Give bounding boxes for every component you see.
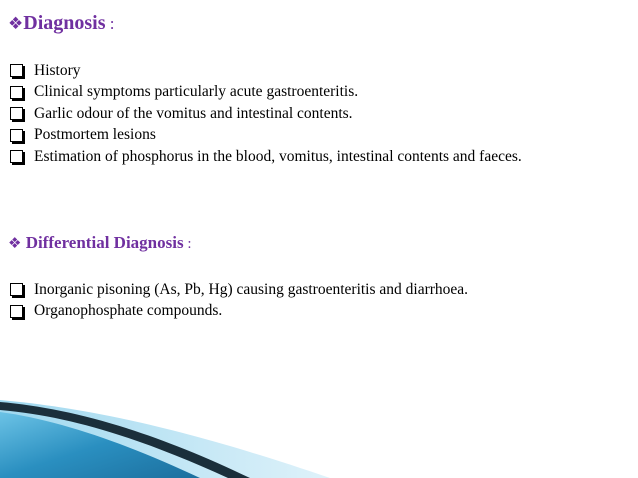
- list-item-text: History: [34, 61, 81, 79]
- wave-light-band: [0, 400, 330, 478]
- differential-diagnosis-title: Differential Diagnosis: [21, 233, 184, 252]
- list-item: [10, 60, 522, 82]
- checkbox-bullet-icon: [10, 86, 23, 99]
- list-item: [10, 146, 522, 168]
- diamond-bullet-icon: ❖: [8, 14, 24, 34]
- list-item-text: Clinical symptoms particularly acute gastroenteritis.: [34, 83, 359, 101]
- list-item: [10, 301, 468, 323]
- checkbox-bullet-icon: [10, 107, 23, 120]
- list-item: [10, 103, 522, 125]
- differential-diagnosis-colon: :: [183, 236, 192, 252]
- diagnosis-heading: [8, 13, 114, 33]
- checkbox-bullet-icon: [10, 305, 23, 318]
- differential-diagnosis-heading: [8, 234, 192, 252]
- list-item-text: Organophosphate compounds.: [34, 302, 223, 320]
- checkbox-bullet-icon: [10, 129, 23, 142]
- list-item: [10, 82, 522, 104]
- wave-dark-stripe: [0, 402, 250, 478]
- diagnosis-colon: :: [105, 14, 115, 33]
- list-item-text: Inorganic pisoning (As, Pb, Hg) causing gastroenteritis and diarrhoea.: [34, 280, 469, 298]
- checkbox-bullet-icon: [10, 283, 23, 296]
- diamond-bullet-icon: ❖: [8, 234, 22, 252]
- list-item-text: Estimation of phosphorus in the blood, vomitus, intestinal contents and faeces.: [34, 147, 522, 165]
- list-item: [10, 125, 522, 147]
- diagnosis-list: [10, 60, 522, 168]
- list-item: [10, 279, 468, 301]
- diagnosis-title: Diagnosis: [23, 12, 106, 34]
- wave-blue-band: [0, 412, 200, 478]
- checkbox-bullet-icon: [10, 150, 23, 163]
- list-item-text: Postmortem lesions: [34, 126, 156, 144]
- list-item-text: Garlic odour of the vomitus and intestinal contents.: [34, 104, 353, 122]
- checkbox-bullet-icon: [10, 64, 23, 77]
- differential-diagnosis-list: [10, 279, 468, 322]
